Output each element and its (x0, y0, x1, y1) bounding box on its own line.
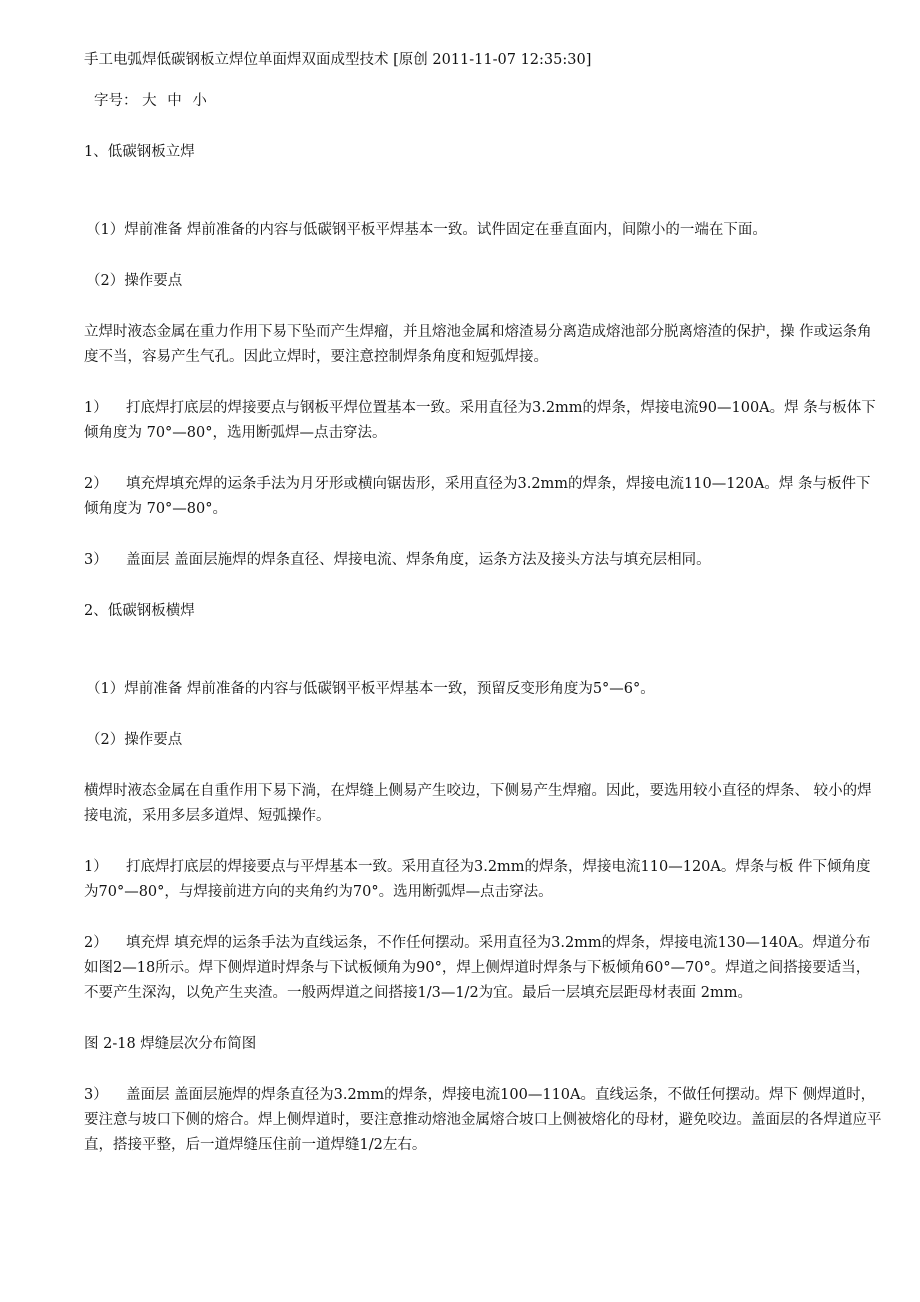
step-text: 填充焊填充焊的运条手法为月牙形或横向锯齿形，采用直径为3.2mm的焊条，焊接电流110—120A。焊 条与板件下倾角度为 70°—80°。 (84, 476, 871, 517)
section-heading: 2、低碳钢板横焊 (84, 603, 195, 619)
step-item (84, 855, 884, 905)
step-text: 打底焊打底层的焊接要点与钢板平焊位置基本一致。采用直径为3.2mm的焊条，焊接电流90—100A。焊 条与板体下倾角度为 70°—80°，选用断弧焊—点击穿法。 (84, 400, 876, 441)
font-size-large-link[interactable]: 大 (142, 93, 157, 109)
step-number: 1） (84, 859, 108, 875)
intro-paragraph: 横焊时液态金属在自重作用下易下淌，在焊缝上侧易产生咬边，下侧易产生焊瘤。因此，要选用较小直径的焊条、 较小的焊接电流，采用多层多道焊、短弧操作。 (84, 783, 872, 824)
step-text: 盖面层 盖面层施焊的焊条直径为3.2mm的焊条，焊接电流100—110A。直线运条，不做任何摆动。焊下 侧焊道时，要注意与坡口下侧的熔合。焊上侧焊道时，要注意推动熔池金属熔合坡口上侧被熔化的母材，避免咬边。盖面层的各焊道应平直，搭接平整，后一道焊缝压住前一道焊缝1/2左右。 (84, 1087, 882, 1153)
step-item (84, 931, 884, 1006)
step-number: 2） (84, 935, 108, 951)
section-heading: 1、低碳钢板立焊 (84, 144, 195, 160)
step-item (84, 548, 884, 573)
step-text: 盖面层 盖面层施焊的焊条直径、焊接电流、焊条角度，运条方法及接头方法与填充层相同。 (126, 552, 711, 568)
intro-paragraph: 立焊时液态金属在重力作用下易下坠而产生焊瘤，并且熔池金属和熔渣易分离造成熔池部分脱离熔渣的保护，操 作或运条角度不当，容易产生气孔。因此立焊时，要注意控制焊条角度和短弧焊接。 (84, 324, 872, 365)
font-size-selector (94, 89, 884, 114)
font-size-label: 字号： (94, 93, 138, 109)
step-text: 打底焊打底层的焊接要点与平焊基本一致。采用直径为3.2mm的焊条，焊接电流110—120A。焊条与板 件下倾角度为70°—80°，与焊接前进方向的夹角约为70°。选用断弧焊—点击穿法。 (84, 859, 871, 900)
font-size-medium-link[interactable]: 中 (167, 93, 182, 109)
step-text: 填充焊 填充焊的运条手法为直线运条，不作任何摆动。采用直径为3.2mm的焊条，焊接电流130—140A。焊道分布如图2—18所示。焊下侧焊道时焊条与下试板倾角为90°，焊上侧焊道时焊条与下板倾角60°—70°。焊道之间搭接要适当，不要产生深沟，以免产生夹渣。一般两焊道之间搭接1/3—1/2为宜。最后一层填充层距母材表面 2mm。 (84, 935, 871, 1001)
document-title: 手工电弧焊低碳钢板立焊位单面焊双面成型技术 [原创 2011-11-07 12:35:30] (84, 52, 592, 68)
step-number: 3） (84, 1087, 108, 1103)
step-item (84, 1083, 884, 1158)
step-number: 2） (84, 476, 108, 492)
document-body (84, 48, 884, 1184)
ops-heading: （2）操作要点 (86, 273, 183, 289)
step-number: 1） (84, 400, 108, 416)
font-size-small-link[interactable]: 小 (192, 93, 207, 109)
step-number: 3） (84, 552, 108, 568)
figure-caption: 图 2-18 焊缝层次分布简图 (84, 1036, 257, 1052)
prep-paragraph: （1）焊前准备 焊前准备的内容与低碳钢平板平焊基本一致，预留反变形角度为5°—6°。 (86, 681, 655, 697)
step-item (84, 472, 884, 522)
prep-paragraph: （1）焊前准备 焊前准备的内容与低碳钢平板平焊基本一致。试件固定在垂直面内，间隙小的一端在下面。 (86, 222, 767, 238)
step-item (84, 396, 884, 446)
ops-heading: （2）操作要点 (86, 732, 183, 748)
